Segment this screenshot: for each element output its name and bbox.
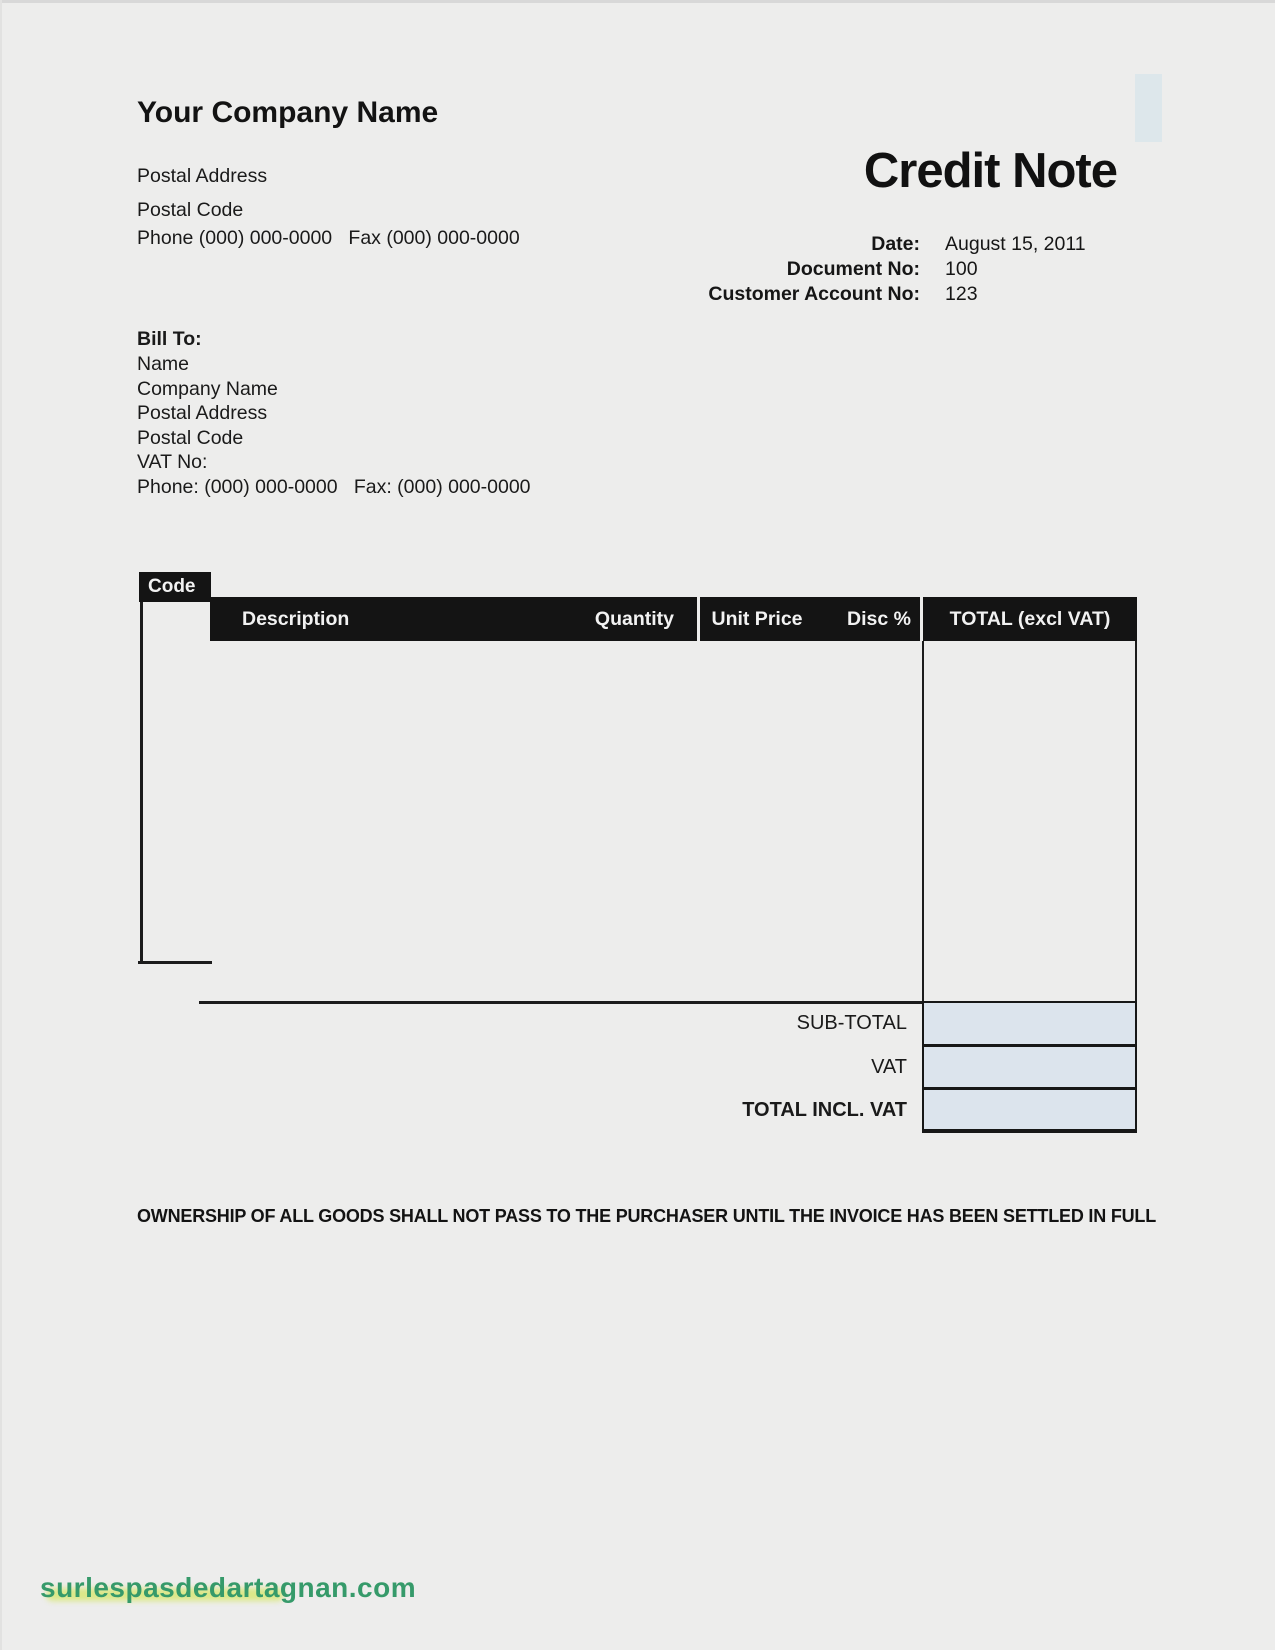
subtotal-value-box — [922, 1001, 1137, 1046]
total-incl-vat-value-box — [922, 1088, 1137, 1133]
scan-edge-left — [0, 0, 2, 1650]
table-header-unit-price: Unit Price — [711, 608, 803, 630]
table-header-disc-percent: Disc % — [847, 608, 911, 630]
document-title: Credit Note — [863, 144, 1117, 198]
bill-to-heading: Bill To: — [137, 328, 202, 350]
company-phone-fax: Phone (000) 000-0000 Fax (000) 000-0000 — [137, 227, 520, 249]
table-header-separator-1 — [697, 597, 700, 641]
table-header-total-excl-vat: TOTAL (excl VAT) — [949, 608, 1111, 630]
subtotal-label: SUB-TOTAL — [796, 1012, 907, 1034]
table-header-description: Description — [242, 608, 350, 630]
company-postal-code: Postal Code — [137, 199, 244, 221]
date-label: Date: — [871, 233, 920, 255]
watermark-url: surlespasdedartagnan.com — [40, 1572, 417, 1603]
customer-account-no-value: 123 — [945, 283, 978, 305]
total-column-body — [922, 641, 1137, 1003]
bill-to-postal-address: Postal Address — [137, 402, 268, 424]
bill-to-company-name: Company Name — [137, 378, 278, 400]
document-no-value: 100 — [945, 258, 978, 280]
company-postal-address: Postal Address — [137, 165, 268, 187]
table-header-quantity: Quantity — [594, 608, 674, 630]
customer-account-no-label: Customer Account No: — [708, 283, 920, 305]
bill-to-name: Name — [137, 353, 190, 375]
code-column-bottom-border — [138, 961, 212, 964]
bill-to-phone-fax: Phone: (000) 000-0000 Fax: (000) 000-0000 — [137, 476, 531, 498]
bill-to-vat-no: VAT No: — [137, 451, 208, 473]
company-name: Your Company Name — [137, 96, 439, 129]
date-value: August 15, 2011 — [945, 233, 1086, 255]
code-column-border — [140, 602, 143, 962]
ownership-terms: OWNERSHIP OF ALL GOODS SHALL NOT PASS TO THE PURCHASER UNTIL THE INVOICE HAS BEEN SETTLED IN FULL — [137, 1206, 1157, 1226]
scan-edge-top — [0, 0, 1275, 3]
table-header-separator-2 — [920, 597, 923, 641]
total-incl-vat-label: TOTAL INCL. VAT — [742, 1099, 907, 1121]
vat-label: VAT — [871, 1056, 907, 1078]
accent-rectangle — [1135, 74, 1162, 142]
vat-value-box — [922, 1045, 1137, 1089]
bill-to-postal-code: Postal Code — [137, 427, 244, 449]
document-no-label: Document No: — [786, 258, 920, 280]
table-header-code: Code — [139, 572, 211, 602]
